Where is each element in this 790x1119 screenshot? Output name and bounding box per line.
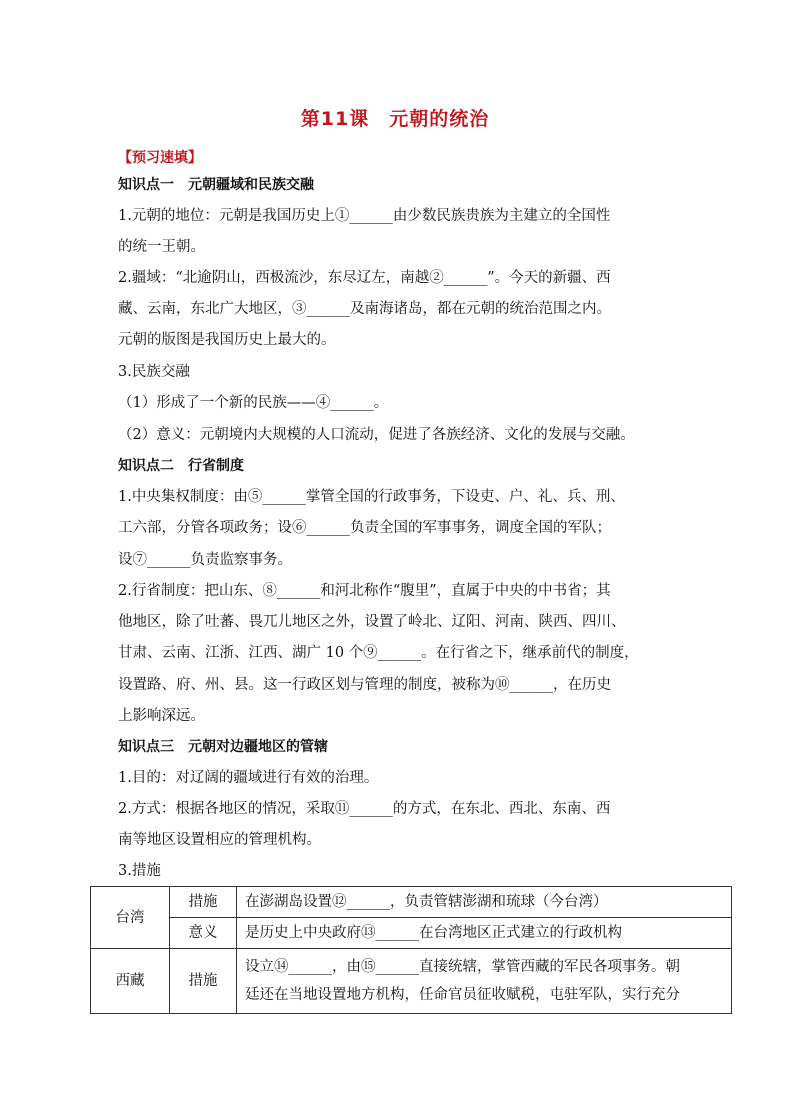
content-line: 设立⑭______，由⑮______直接统辖，掌管西藏的军民各项事务。朝 [245, 959, 680, 975]
region-cell-taiwan: 台湾 [91, 887, 170, 949]
text-line: 2.行省制度：把山东、⑧______和河北称作“腹里”，直属于中央的中书省；其 [118, 583, 611, 599]
text-line: 上影响深远。 [118, 708, 205, 724]
row-label: 意义 [170, 918, 237, 949]
text-line: 设置路、府、州、县。这一行政区划与管理的制度，被称为⑩______，在历史 [118, 677, 611, 693]
text-line: 南等地区设置相应的管理机构。 [118, 832, 321, 848]
text-line: 工六部，分管各项政务；设⑥______负责全国的军事事务，调度全国的军队； [118, 520, 611, 536]
text-line: 3.民族交融 [118, 364, 190, 380]
text-line: 元朝的版图是我国历史上最大的。 [118, 332, 336, 348]
row-label: 措施 [170, 949, 237, 1014]
row-content [237, 949, 732, 1014]
text-line: 甘肃、云南、江浙、江西、湖广 10 个⑨______。在行省之下，继承前代的制度， [118, 645, 639, 661]
text-line: 3.措施 [118, 863, 161, 879]
region-cell-tibet: 西藏 [91, 949, 170, 1014]
table-row [91, 918, 732, 949]
section-tag: 【预习速填】 [118, 150, 202, 166]
content-line: 廷还在当地设置地方机构，任命官员征收赋税，屯驻军队，实行充分 [245, 987, 680, 1003]
text-line: 2.方式：根据各地区的情况，采取⑪______的方式，在东北、西北、东南、西 [118, 801, 611, 817]
text-line: 2.疆域：“北逾阴山，西极流沙，东尽辽左，南越②______”。今天的新疆、西 [118, 270, 611, 286]
text-line: 他地区，除了吐蕃、畏兀儿地区之外，设置了岭北、辽阳、河南、陕西、四川、 [118, 614, 626, 630]
knowledge-point-heading: 知识点三 元朝对边疆地区的管辖 [118, 739, 328, 755]
table-row [91, 887, 732, 918]
table-row [91, 949, 732, 1014]
text-line: 藏、云南，东北广大地区，③______及南海诸岛，都在元朝的统治范围之内。 [118, 301, 611, 317]
knowledge-point-heading: 知识点二 行省制度 [118, 458, 244, 474]
text-line: （2）意义：元朝境内大规模的人口流动，促进了各族经济、文化的发展与交融。 [118, 427, 635, 443]
row-content: 是历史上中央政府⑬______在台湾地区正式建立的行政机构 [237, 918, 732, 949]
text-line: （1）形成了一个新的民族——④______。 [118, 395, 389, 411]
text-line: 1.目的：对辽阔的疆域进行有效的治理。 [118, 770, 379, 786]
text-line: 的统一王朝。 [118, 239, 205, 255]
lesson-title: 第11课 元朝的统治 [300, 108, 490, 130]
measures-table [90, 886, 732, 1014]
row-content: 在澎湖岛设置⑫______，负责管辖澎湖和琉球（今台湾） [237, 887, 732, 918]
text-line: 设⑦______负责监察事务。 [118, 552, 292, 568]
text-line: 1.元朝的地位：元朝是我国历史上①______由少数民族贵族为主建立的全国性 [118, 208, 611, 224]
row-label: 措施 [170, 887, 237, 918]
text-line: 1.中央集权制度：由⑤______掌管全国的行政事务，下设吏、户、礼、兵、刑、 [118, 489, 625, 505]
knowledge-point-heading: 知识点一 元朝疆域和民族交融 [118, 177, 314, 193]
